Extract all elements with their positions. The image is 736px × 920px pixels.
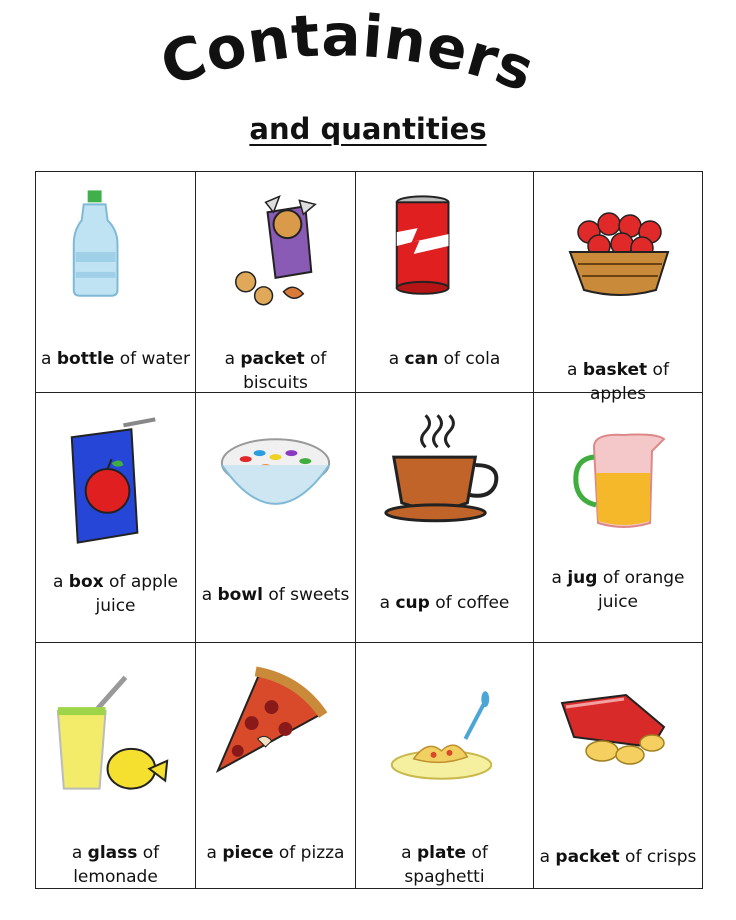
apple-basket-icon [534,172,702,342]
caption: a box of apple juice [52,572,179,616]
caption: a piece of pizza [206,843,345,863]
caption: a packet of crisps [539,847,697,867]
card-basket-of-apples [534,172,702,404]
spaghetti-plate-icon [356,643,533,813]
card-packet-of-crisps [534,643,702,888]
card-bottle-of-water [36,172,196,393]
caption: a bottle of water [41,349,190,369]
page-title [140,8,560,118]
juice-box-icon [36,393,195,563]
title-area [0,0,736,170]
card-jug-of-orange-juice [534,393,702,643]
orange-juice-jug-icon [534,393,702,563]
caption: a cup of coffee [379,593,510,613]
card-bowl-of-sweets [196,393,356,643]
caption: a can of cola [388,349,501,369]
caption: a packet of biscuits [224,349,327,393]
caption: a jug of orange juice [551,568,685,612]
card-packet-of-biscuits [196,172,356,393]
svg-text:Containers: Containers [152,8,544,106]
containers-grid [35,171,703,889]
lemonade-glass-icon [36,643,195,813]
card-plate-of-spaghetti [356,643,534,888]
card-can-of-cola [356,172,534,393]
caption: a glass of lemonade [71,843,160,887]
card-cup-of-coffee [356,393,534,643]
card-glass-of-lemonade [36,643,196,888]
page-subtitle: and quantities [249,112,487,146]
card-box-of-apple-juice [36,393,196,643]
caption: a plate of spaghetti [401,843,488,887]
crisps-packet-icon [534,643,702,813]
sweets-bowl-icon [196,393,355,563]
biscuits-packet-icon [196,172,355,342]
water-bottle-icon [36,172,195,342]
caption: a basket of apples [567,360,669,404]
card-piece-of-pizza [196,643,356,888]
cola-can-icon [356,172,533,342]
caption: a bowl of sweets [201,585,350,605]
pizza-slice-icon [196,643,355,813]
coffee-cup-icon [356,393,533,563]
